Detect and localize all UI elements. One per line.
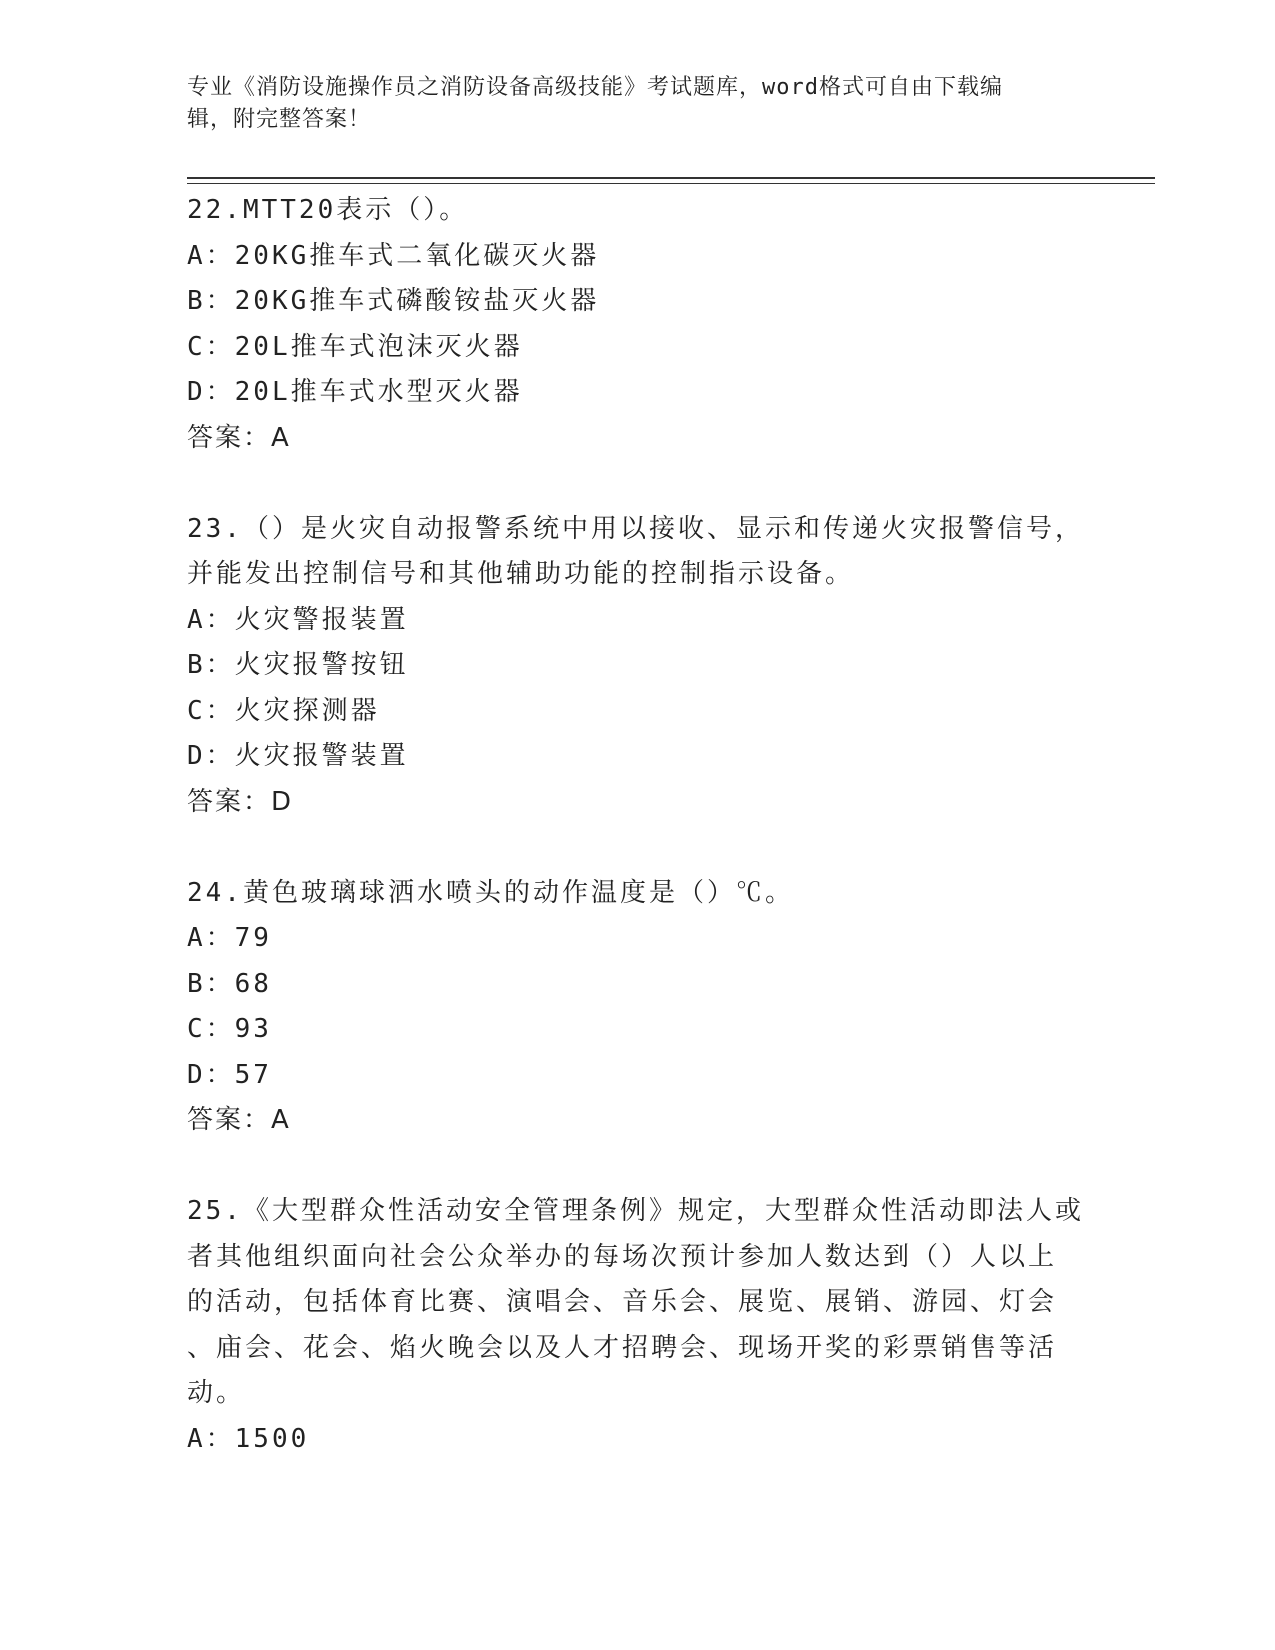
option-c: C：93 xyxy=(187,1014,272,1044)
question-stem: 22.MTT20表示（）。 xyxy=(187,195,469,225)
option-a: A：火灾警报装置 xyxy=(187,604,409,635)
option-d: D：20L推车式水型灭火器 xyxy=(187,377,523,407)
option-b: B：火灾报警按钮 xyxy=(187,650,409,680)
question-stem: 者其他组织面向社会公众举办的每场次预计参加人数达到（）人以上 xyxy=(187,1241,1058,1272)
document-header xyxy=(187,72,1067,136)
header-line: 专业《消防设施操作员之消防设备高级技能》考试题库，word格式可自由下载编 xyxy=(187,75,1003,100)
question-stem: 24.黄色玻璃球洒水喷头的动作温度是（）℃。 xyxy=(187,877,794,908)
option-a: A：20KG推车式二氧化碳灭火器 xyxy=(187,240,600,271)
option-a: A：79 xyxy=(187,923,272,953)
question-23 xyxy=(187,507,1087,826)
header-divider xyxy=(187,183,1155,184)
option-c: C：火灾探测器 xyxy=(187,695,380,726)
option-b: B：68 xyxy=(187,968,272,999)
option-d: D：57 xyxy=(187,1059,272,1090)
option-b: B：20KG推车式磷酸铵盐灭火器 xyxy=(187,286,600,316)
spacer xyxy=(187,461,1087,507)
header-line: 辑，附完整答案！ xyxy=(187,107,372,132)
question-stem: 25.《大型群众性活动安全管理条例》规定，大型群众性活动即法人或 xyxy=(187,1196,1084,1226)
spacer xyxy=(187,825,1087,871)
answer-line: 答案：A xyxy=(187,1105,291,1135)
question-25 xyxy=(187,1189,1087,1462)
question-stem: 动。 xyxy=(187,1378,246,1408)
question-stem: 的活动，包括体育比赛、演唱会、音乐会、展览、展销、游园、灯会 xyxy=(187,1287,1058,1317)
question-24 xyxy=(187,871,1087,1144)
question-stem: 并能发出控制信号和其他辅助功能的控制指示设备。 xyxy=(187,559,855,589)
option-d: D：火灾报警装置 xyxy=(187,741,409,771)
question-22 xyxy=(187,188,1087,461)
header-divider xyxy=(187,177,1155,179)
question-stem: 23.（）是火灾自动报警系统中用以接收、显示和传递火灾报警信号， xyxy=(187,513,1084,544)
question-list xyxy=(187,188,1087,1462)
question-stem: 、庙会、花会、焰火晚会以及人才招聘会、现场开奖的彩票销售等活 xyxy=(187,1332,1058,1363)
answer-line: 答案：D xyxy=(187,786,294,817)
spacer xyxy=(187,1144,1087,1190)
option-a: A：1500 xyxy=(187,1423,310,1454)
option-c: C：20L推车式泡沫灭火器 xyxy=(187,331,523,362)
answer-line: 答案：A xyxy=(187,422,291,453)
